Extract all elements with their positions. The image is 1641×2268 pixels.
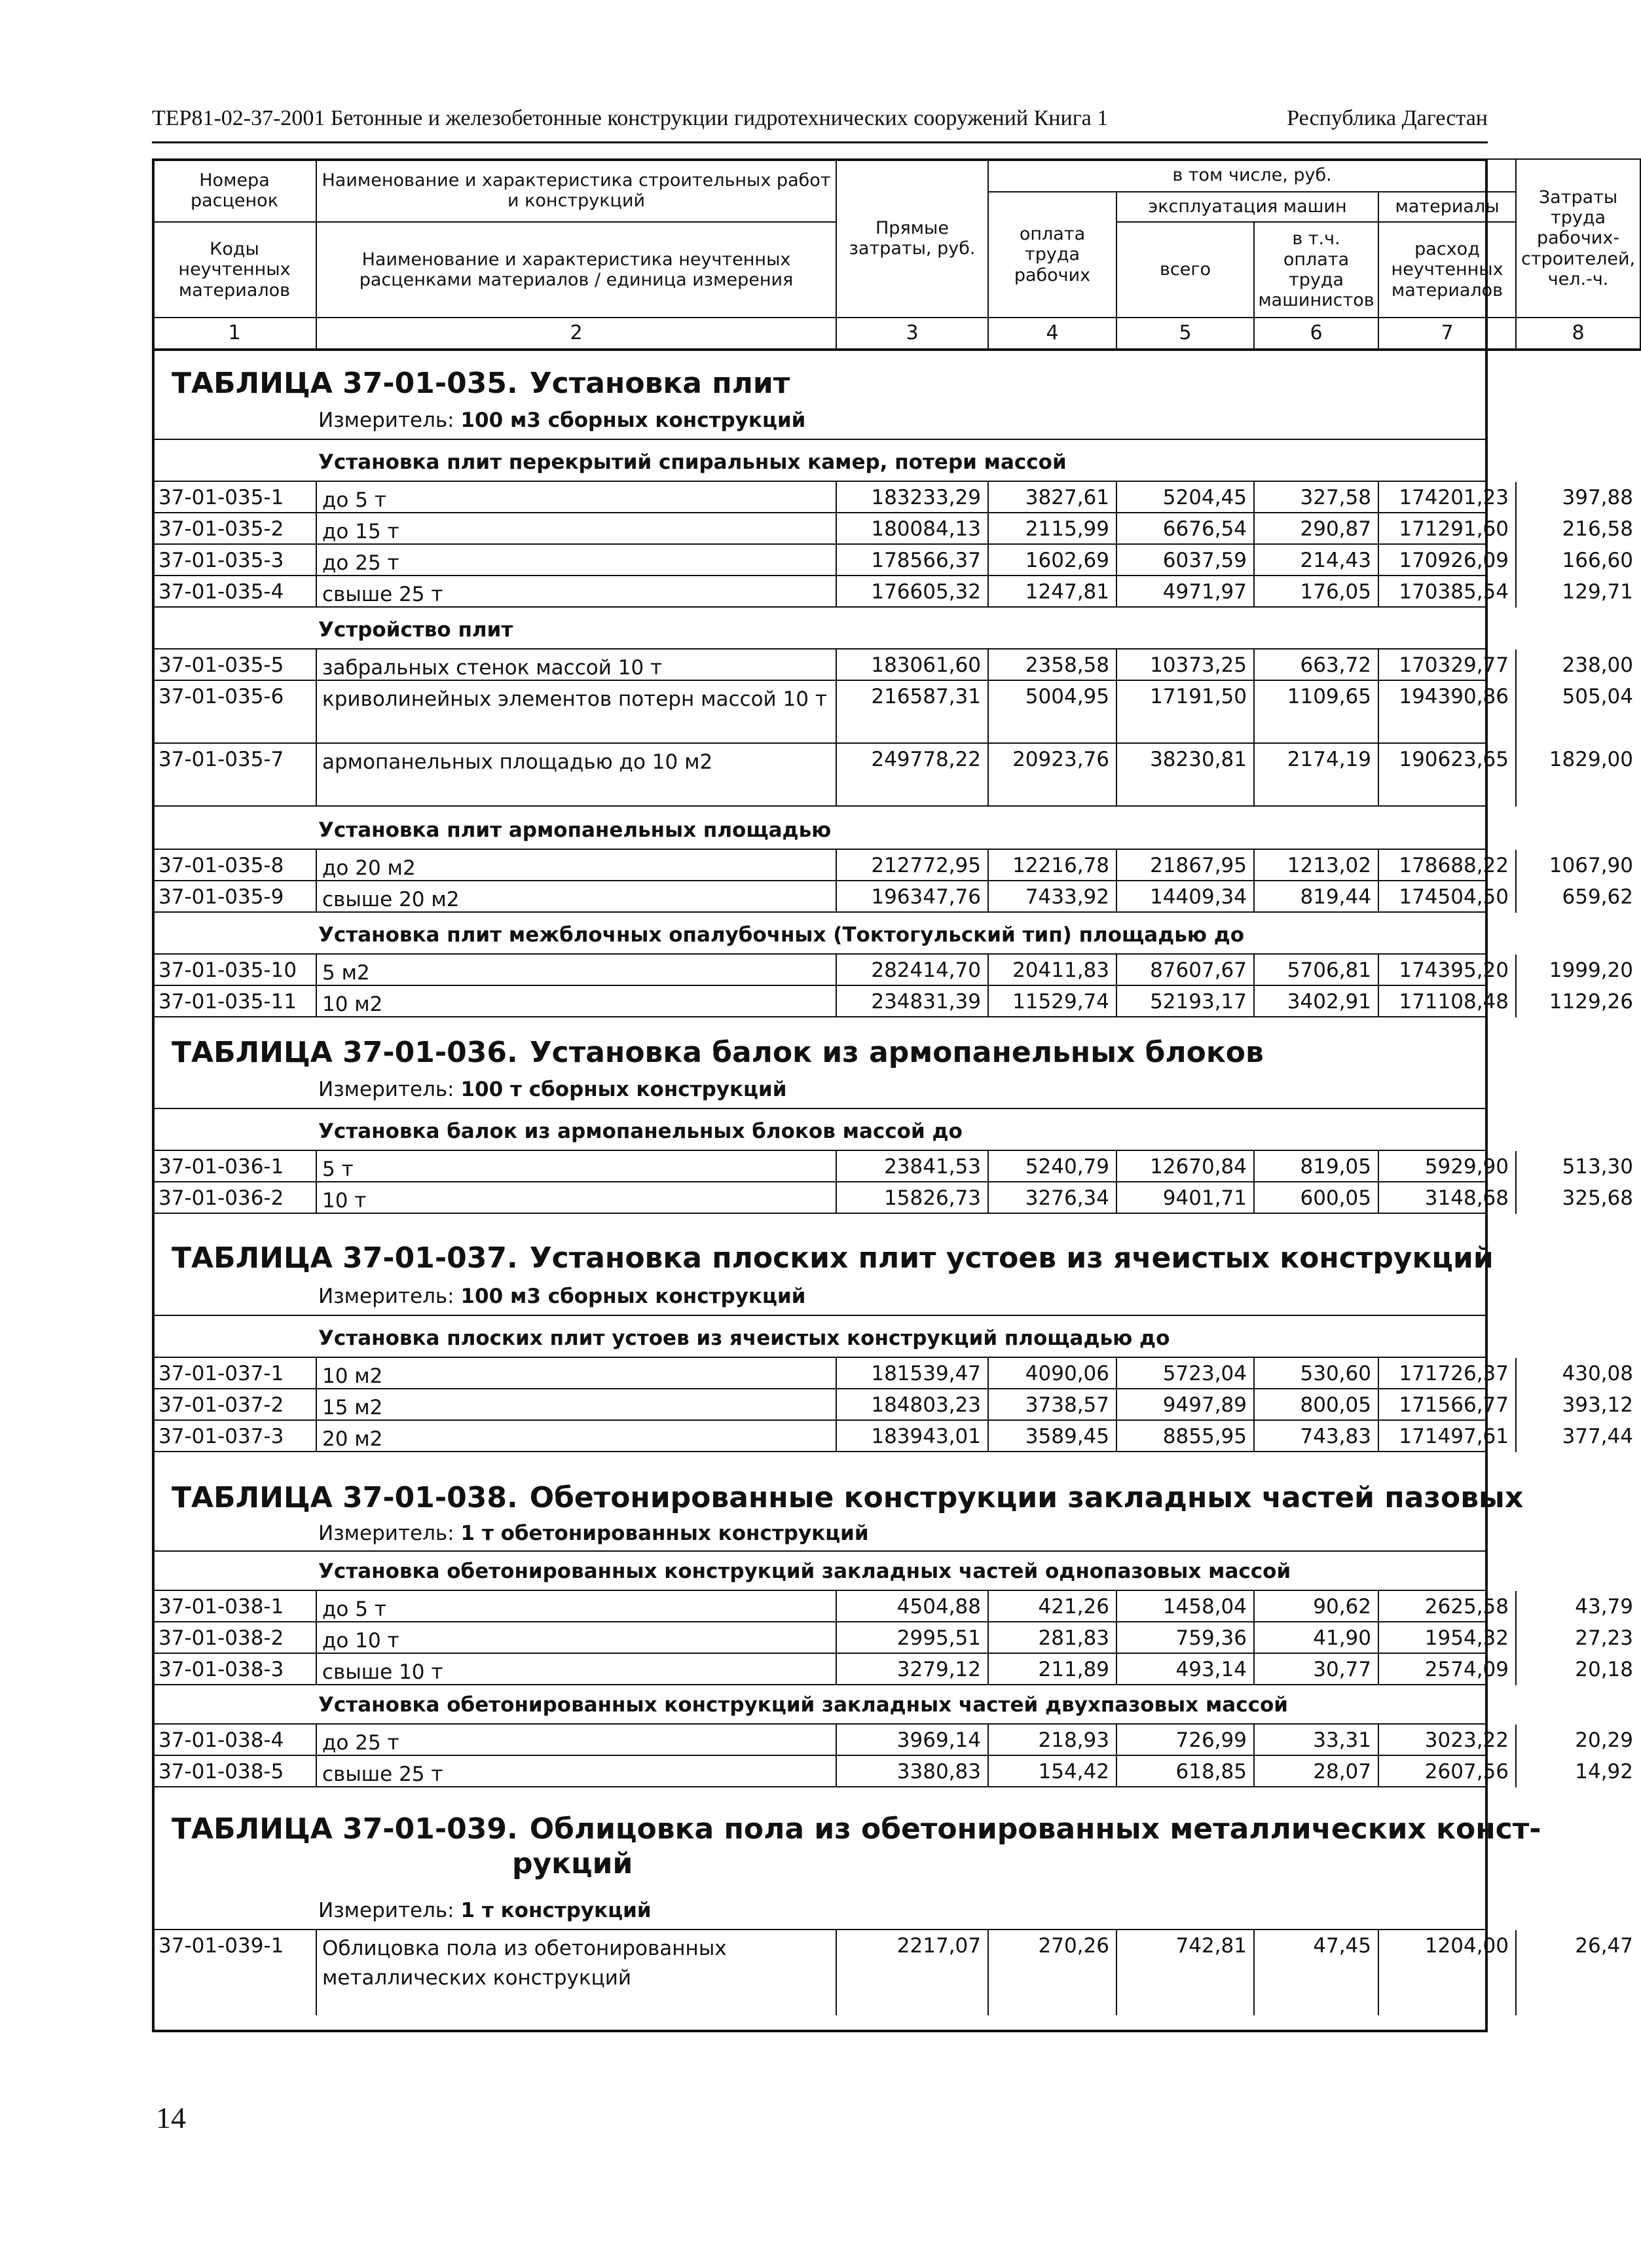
direct-costs: 2995,51 (836, 1622, 987, 1654)
direct-costs: 3380,83 (836, 1756, 987, 1787)
machines-total: 14409,34 (1116, 881, 1253, 913)
labor-wages: 3738,57 (987, 1389, 1116, 1421)
table-row (152, 1181, 1633, 1214)
machines-total: 742,81 (1116, 1930, 1253, 2015)
machinist-wages: 3402,91 (1253, 986, 1378, 1017)
page-number: 14 (156, 2101, 186, 2134)
row-name: криволинейных элементов потерн массой 10 т (316, 681, 836, 744)
row-name: 20 м2 (316, 1421, 836, 1452)
table-title (172, 1812, 1541, 1882)
materials-cost: 171108,48 (1378, 986, 1515, 1017)
group-heading: Установка обетонированных конструкций закладных частей двухпазовых массой (318, 1693, 1288, 1717)
row-code: 37-01-035-2 (158, 517, 284, 541)
table-name: Установка плит (529, 367, 790, 400)
row-code: 37-01-039-1 (158, 1934, 284, 1958)
header-group-total: в том числе, руб. (988, 159, 1516, 192)
measure-line: Измеритель: 100 т сборных конструкций (318, 1078, 787, 1101)
direct-costs: 4504,88 (836, 1591, 987, 1622)
measure-unit: 1 т конструкций (460, 1899, 652, 1922)
rule (152, 911, 1488, 913)
table-name-continuation: рукций (512, 1846, 633, 1880)
materials-cost: 1954,32 (1378, 1622, 1515, 1654)
row-name: 10 т (316, 1182, 836, 1214)
table-row (152, 1388, 1633, 1421)
materials-cost: 190623,65 (1378, 744, 1515, 807)
direct-costs: 249778,22 (836, 744, 987, 807)
table-title (172, 1241, 1494, 1276)
labor-wages: 20923,76 (987, 744, 1116, 807)
labor-wages: 20411,83 (987, 955, 1116, 986)
machines-total: 12670,84 (1116, 1151, 1253, 1182)
rule (152, 1016, 1488, 1017)
table-title (172, 367, 790, 401)
labor-wages: 12216,78 (987, 850, 1116, 881)
rule (152, 1315, 1488, 1316)
measure-unit: 100 м3 сборных конструкций (460, 409, 806, 432)
row-code: 37-01-038-4 (158, 1728, 284, 1752)
row-code: 37-01-038-5 (158, 1760, 284, 1783)
row-code: 37-01-038-1 (158, 1595, 284, 1619)
group-heading: Установка плоских плит устоев из ячеистых конструкций площадью до (318, 1326, 1170, 1350)
labor-hours: 14,92 (1515, 1756, 1640, 1787)
measure-unit: 100 м3 сборных конструкций (460, 1285, 806, 1308)
machinist-wages: 176,05 (1253, 576, 1378, 608)
direct-costs: 2217,07 (836, 1930, 987, 2015)
machines-total: 759,36 (1116, 1622, 1253, 1654)
row-code: 37-01-035-6 (158, 685, 284, 708)
direct-costs: 212772,95 (836, 850, 987, 881)
materials-cost: 170926,09 (1378, 545, 1515, 576)
header-machines: эксплуатация машин (1116, 192, 1378, 222)
row-name: 15 м2 (316, 1389, 836, 1421)
table-row (152, 985, 1633, 1017)
materials-cost: 194390,86 (1378, 681, 1515, 744)
labor-wages: 3276,34 (987, 1182, 1116, 1214)
row-name: 5 м2 (316, 955, 836, 986)
materials-cost: 174504,50 (1378, 881, 1515, 913)
machinist-wages: 33,31 (1253, 1725, 1378, 1756)
table-number: ТАБЛИЦА 37-01-038. (172, 1481, 518, 1514)
labor-hours: 26,47 (1515, 1930, 1640, 2015)
labor-hours: 43,79 (1515, 1591, 1640, 1622)
machines-total: 618,85 (1116, 1756, 1253, 1787)
labor-hours: 659,62 (1515, 881, 1640, 913)
machinist-wages: 327,58 (1253, 482, 1378, 513)
table-row (152, 1590, 1633, 1622)
row-code: 37-01-037-1 (158, 1362, 284, 1385)
direct-costs: 181539,47 (836, 1358, 987, 1389)
labor-wages: 421,26 (987, 1591, 1116, 1622)
machinist-wages: 530,60 (1253, 1358, 1378, 1389)
materials-cost: 5929,90 (1378, 1151, 1515, 1182)
table-row (152, 1419, 1633, 1452)
direct-costs: 3279,12 (836, 1654, 987, 1685)
direct-costs: 180084,13 (836, 513, 987, 545)
table-name: Облицовка пола из обетонированных металлических конст- (529, 1812, 1541, 1846)
table-number: ТАБЛИЦА 37-01-037. (172, 1241, 518, 1275)
header-col6: в т.ч. оплата труда машинистов (1254, 222, 1378, 318)
row-code: 37-01-037-2 (158, 1393, 284, 1417)
labor-wages: 1247,81 (987, 576, 1116, 608)
measure-unit: 1 т обетонированных конструкций (460, 1522, 869, 1545)
labor-hours: 129,71 (1515, 576, 1640, 608)
row-name: до 5 т (316, 482, 836, 513)
table-row (152, 543, 1633, 576)
direct-costs: 184803,23 (836, 1389, 987, 1421)
labor-hours: 20,18 (1515, 1654, 1640, 1685)
measure-unit: 100 т сборных конструкций (460, 1078, 787, 1101)
rule (152, 1213, 1488, 1214)
labor-wages: 2358,58 (987, 649, 1116, 681)
labor-wages: 7433,92 (987, 881, 1116, 913)
row-code: 37-01-035-8 (158, 854, 284, 877)
row-name: до 10 т (316, 1622, 836, 1654)
row-name: 10 м2 (316, 986, 836, 1017)
row-code: 37-01-036-2 (158, 1186, 284, 1210)
labor-wages: 11529,74 (987, 986, 1116, 1017)
labor-wages: 5240,79 (987, 1151, 1116, 1182)
table-number: ТАБЛИЦА 37-01-035. (172, 367, 518, 400)
labor-hours: 166,60 (1515, 545, 1640, 576)
direct-costs: 282414,70 (836, 955, 987, 986)
table-name: Обетонированные конструкции закладных частей пазовых (529, 1481, 1524, 1514)
rule (152, 1684, 1488, 1685)
labor-hours: 1129,26 (1515, 986, 1640, 1017)
labor-hours: 513,30 (1515, 1151, 1640, 1182)
row-name: Облицовка пола из обетонированных металлических конструкций (316, 1930, 836, 2015)
machines-total: 8855,95 (1116, 1421, 1253, 1452)
labor-hours: 1999,20 (1515, 955, 1640, 986)
table-name: Установка балок из армопанельных блоков (529, 1036, 1264, 1069)
direct-costs: 183943,01 (836, 1421, 987, 1452)
labor-hours: 20,29 (1515, 1725, 1640, 1756)
machines-total: 9401,71 (1116, 1182, 1253, 1214)
materials-cost: 170385,54 (1378, 576, 1515, 608)
materials-cost: 171291,60 (1378, 513, 1515, 545)
table-row (152, 680, 1633, 744)
machines-total: 493,14 (1116, 1654, 1253, 1685)
column-number: 1 (153, 318, 316, 350)
labor-hours: 325,68 (1515, 1182, 1640, 1214)
table-row (152, 1150, 1633, 1182)
machines-total: 9497,89 (1116, 1389, 1253, 1421)
materials-cost: 2574,09 (1378, 1654, 1515, 1685)
table-row (152, 512, 1633, 545)
row-name: армопанельных площадью до 10 м2 (316, 744, 836, 807)
row-name: до 25 т (316, 545, 836, 576)
group-heading: Установка плит межблочных опалубочных (Токтогульский тип) площадью до (318, 923, 1245, 947)
row-code: 37-01-035-7 (158, 748, 284, 771)
header-col8: Затраты труда рабочих-строителей, чел.-ч. (1516, 159, 1640, 318)
row-code: 37-01-035-9 (158, 885, 284, 909)
machinist-wages: 30,77 (1253, 1654, 1378, 1685)
running-header (152, 103, 1488, 143)
machines-total: 6676,54 (1116, 513, 1253, 545)
table-row (152, 742, 1633, 807)
table-name: Установка плоских плит устоев из ячеистых конструкций (529, 1241, 1494, 1275)
machinist-wages: 800,05 (1253, 1389, 1378, 1421)
column-header (152, 158, 1641, 351)
direct-costs: 178566,37 (836, 545, 987, 576)
group-heading: Установка балок из армопанельных блоков массой до (318, 1120, 963, 1143)
table-row (152, 1755, 1633, 1787)
table-row (152, 849, 1633, 881)
machines-total: 4971,97 (1116, 576, 1253, 608)
measure-line: Измеритель: 1 т конструкций (318, 1899, 652, 1922)
table-row (152, 648, 1633, 681)
machinist-wages: 1213,02 (1253, 850, 1378, 881)
column-number: 8 (1516, 318, 1640, 350)
materials-cost: 174201,23 (1378, 482, 1515, 513)
table-number: ТАБЛИЦА 37-01-036. (172, 1036, 518, 1069)
row-name: до 15 т (316, 513, 836, 545)
column-number: 6 (1254, 318, 1378, 350)
labor-hours: 377,44 (1515, 1421, 1640, 1452)
labor-hours: 216,58 (1515, 513, 1640, 545)
materials-cost: 171566,77 (1378, 1389, 1515, 1421)
group-heading: Установка плит перекрытий спиральных камер, потери массой (318, 450, 1067, 474)
machines-total: 6037,59 (1116, 545, 1253, 576)
materials-cost: 170329,77 (1378, 649, 1515, 681)
labor-wages: 4090,06 (987, 1358, 1116, 1389)
measure-line: Измеритель: 1 т обетонированных конструкций (318, 1522, 869, 1545)
row-code: 37-01-035-5 (158, 653, 284, 677)
rule (152, 1451, 1488, 1452)
row-name: до 5 т (316, 1591, 836, 1622)
labor-wages: 211,89 (987, 1654, 1116, 1685)
machines-total: 87607,67 (1116, 955, 1253, 986)
labor-wages: 3589,45 (987, 1421, 1116, 1452)
machinist-wages: 819,05 (1253, 1151, 1378, 1182)
row-name: свыше 25 т (316, 576, 836, 608)
table-row (152, 1653, 1633, 1685)
materials-cost: 3148,68 (1378, 1182, 1515, 1214)
machinist-wages: 5706,81 (1253, 955, 1378, 986)
machines-total: 726,99 (1116, 1725, 1253, 1756)
table-number: ТАБЛИЦА 37-01-039. (172, 1812, 518, 1846)
row-name: свыше 20 м2 (316, 881, 836, 913)
materials-cost: 171726,37 (1378, 1358, 1515, 1389)
machinist-wages: 743,83 (1253, 1421, 1378, 1452)
document-title: ТЕР81-02-37-2001 Бетонные и железобетонные конструкции гидротехнических сооружений Книга 1 (152, 106, 1109, 130)
direct-costs: 234831,39 (836, 986, 987, 1017)
row-name: до 20 м2 (316, 850, 836, 881)
materials-cost: 178688,22 (1378, 850, 1515, 881)
rule (152, 606, 1488, 608)
labor-wages: 281,83 (987, 1622, 1116, 1654)
labor-wages: 3827,61 (987, 482, 1116, 513)
labor-hours: 27,23 (1515, 1622, 1640, 1654)
measure-line: Измеритель: 100 м3 сборных конструкций (318, 409, 806, 432)
table-title (172, 1036, 1264, 1070)
labor-hours: 238,00 (1515, 649, 1640, 681)
machinist-wages: 819,44 (1253, 881, 1378, 913)
machines-total: 38230,81 (1116, 744, 1253, 807)
materials-cost: 2625,58 (1378, 1591, 1515, 1622)
rule (152, 805, 1488, 807)
row-name: свыше 25 т (316, 1756, 836, 1787)
header-materials: материалы (1378, 192, 1516, 222)
materials-cost: 174395,20 (1378, 955, 1515, 986)
direct-costs: 176605,32 (836, 576, 987, 608)
labor-wages: 2115,99 (987, 513, 1116, 545)
column-number: 5 (1116, 318, 1254, 350)
direct-costs: 3969,14 (836, 1725, 987, 1756)
table-row (152, 1621, 1633, 1654)
labor-hours: 1067,90 (1515, 850, 1640, 881)
row-code: 37-01-035-1 (158, 486, 284, 509)
labor-wages: 1602,69 (987, 545, 1116, 576)
labor-hours: 393,12 (1515, 1389, 1640, 1421)
column-number: 4 (988, 318, 1116, 350)
header-col2-top: Наименование и характеристика строительных работ и конструкций (316, 159, 836, 222)
group-heading: Установка плит армопанельных площадью (318, 818, 832, 842)
materials-cost: 171497,61 (1378, 1421, 1515, 1452)
row-name: до 25 т (316, 1725, 836, 1756)
materials-cost: 1204,00 (1378, 1930, 1515, 2015)
header-col5: всего (1116, 222, 1254, 318)
rule (152, 1108, 1488, 1109)
row-code: 37-01-035-4 (158, 580, 284, 604)
header-col7: расход неучтенных материалов (1378, 222, 1516, 318)
table-row (152, 1357, 1633, 1389)
group-heading: Установка обетонированных конструкций закладных частей однопазовых массой (318, 1560, 1291, 1583)
labor-hours: 397,88 (1515, 482, 1640, 513)
machines-total: 5204,45 (1116, 482, 1253, 513)
header-col3: Прямые затраты, руб. (836, 159, 988, 318)
region-name: Республика Дагестан (1287, 106, 1488, 130)
row-code: 37-01-035-3 (158, 549, 284, 572)
table-row (152, 880, 1633, 913)
table-title (172, 1481, 1523, 1516)
labor-hours: 1829,00 (1515, 744, 1640, 807)
row-code: 37-01-038-3 (158, 1658, 284, 1681)
row-code: 37-01-035-11 (158, 990, 297, 1014)
table-row (152, 1723, 1633, 1756)
labor-wages: 154,42 (987, 1756, 1116, 1787)
machines-total: 17191,50 (1116, 681, 1253, 744)
machinist-wages: 2174,19 (1253, 744, 1378, 807)
row-code: 37-01-036-1 (158, 1155, 284, 1179)
direct-costs: 15826,73 (836, 1182, 987, 1214)
materials-cost: 3023,22 (1378, 1725, 1515, 1756)
labor-wages: 5004,95 (987, 681, 1116, 744)
labor-wages: 270,26 (987, 1930, 1116, 2015)
table-row (152, 575, 1633, 608)
row-code: 37-01-037-3 (158, 1425, 284, 1448)
machines-total: 1458,04 (1116, 1591, 1253, 1622)
direct-costs: 216587,31 (836, 681, 987, 744)
machinist-wages: 214,43 (1253, 545, 1378, 576)
row-name: свыше 10 т (316, 1654, 836, 1685)
table-row (152, 1929, 1633, 2015)
header-col1-bottom: Коды неучтенных материалов (153, 222, 316, 318)
row-name: 5 т (316, 1151, 836, 1182)
machinist-wages: 290,87 (1253, 513, 1378, 545)
machinist-wages: 90,62 (1253, 1591, 1378, 1622)
column-number: 7 (1378, 318, 1516, 350)
group-heading: Устройство плит (318, 618, 513, 642)
direct-costs: 183233,29 (836, 482, 987, 513)
table-row (152, 481, 1633, 513)
row-code: 37-01-035-10 (158, 959, 297, 982)
column-number: 3 (836, 318, 988, 350)
column-number: 2 (316, 318, 836, 350)
labor-hours: 505,04 (1515, 681, 1640, 744)
machines-total: 10373,25 (1116, 649, 1253, 681)
machinist-wages: 600,05 (1253, 1182, 1378, 1214)
header-col1-top: Номера расценок (153, 159, 316, 222)
direct-costs: 196347,76 (836, 881, 987, 913)
rule (152, 439, 1488, 440)
machinist-wages: 41,90 (1253, 1622, 1378, 1654)
table-row (152, 953, 1633, 986)
row-name: 10 м2 (316, 1358, 836, 1389)
direct-costs: 183061,60 (836, 649, 987, 681)
direct-costs: 23841,53 (836, 1151, 987, 1182)
header-col4: оплата труда рабочих (988, 192, 1116, 318)
rule (152, 1550, 1488, 1552)
machines-total: 21867,95 (1116, 850, 1253, 881)
measure-line: Измеритель: 100 м3 сборных конструкций (318, 1285, 806, 1308)
row-name: забральных стенок массой 10 т (316, 649, 836, 681)
machines-total: 5723,04 (1116, 1358, 1253, 1389)
row-code: 37-01-038-2 (158, 1626, 284, 1650)
machinist-wages: 28,07 (1253, 1756, 1378, 1787)
machinist-wages: 47,45 (1253, 1930, 1378, 2015)
labor-wages: 218,93 (987, 1725, 1116, 1756)
machinist-wages: 1109,65 (1253, 681, 1378, 744)
rule (152, 1786, 1488, 1787)
header-col2-bottom: Наименование и характеристика неучтенных расценками материалов / единица измерения (316, 222, 836, 318)
labor-hours: 430,08 (1515, 1358, 1640, 1389)
materials-cost: 2607,56 (1378, 1756, 1515, 1787)
machinist-wages: 663,72 (1253, 649, 1378, 681)
machines-total: 52193,17 (1116, 986, 1253, 1017)
